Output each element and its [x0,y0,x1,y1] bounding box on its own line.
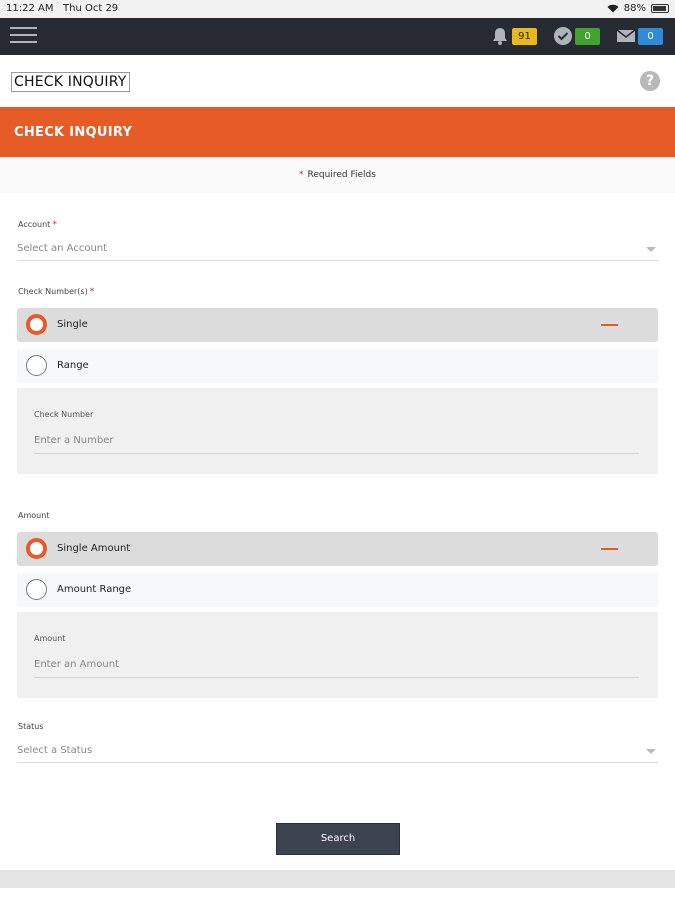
approvals-button[interactable] [553,26,600,46]
banner-title: CHECK INQUIRY [14,125,133,140]
amount-input-label: Amount [34,634,66,643]
status-select[interactable] [17,741,658,763]
radio-selected-icon[interactable] [26,314,47,335]
amount-range-option[interactable] [17,573,658,607]
option-label: Range [57,360,89,371]
option-label: Single [57,319,88,330]
radio-unselected-icon[interactable] [26,355,47,376]
status-right [607,3,669,14]
status-time: 11:22 AM Thu Oct 29 [6,3,119,14]
radio-selected-icon[interactable] [26,538,47,559]
help-icon[interactable]: ? [640,71,660,91]
wifi-icon [607,4,619,13]
mail-icon [616,26,636,46]
notifications-badge: 91 [512,28,537,45]
radio-unselected-icon[interactable] [26,579,47,600]
messages-button[interactable] [616,26,663,46]
option-label: Amount Range [57,584,132,595]
check-numbers-label: Check Number(s) * [18,287,95,297]
status-label: Status [18,722,44,731]
required-star: * [299,170,304,180]
check-circle-icon [553,26,573,46]
chevron-down-icon [646,749,656,754]
check-number-input[interactable] [34,430,639,454]
section-banner [0,107,675,157]
battery-percent: 88% [623,3,646,14]
page-header [0,55,675,107]
amount-panel [17,612,658,698]
chevron-down-icon [646,247,656,252]
account-label: Account * [18,220,57,230]
check-number-label: Check Number [34,410,94,419]
status-placeholder: Select a Status [17,745,93,756]
single-amount-option[interactable] [17,532,658,566]
required-text: Required Fields [307,170,376,180]
nav-icons [474,26,663,46]
approvals-badge: 0 [575,28,600,45]
bell-icon [490,26,510,46]
collapse-icon[interactable] [601,548,618,550]
page-title: CHECK INQUIRY [11,72,130,92]
amount-label: Amount [18,511,50,520]
check-single-option[interactable] [17,308,658,342]
bottom-bar [0,870,675,888]
search-button[interactable]: Search [276,823,400,855]
check-number-panel [17,388,658,474]
amount-placeholder: Enter an Amount [34,659,119,670]
amount-input[interactable] [34,654,639,678]
check-range-option[interactable] [17,349,658,383]
notifications-button[interactable] [490,26,537,46]
account-select[interactable] [17,239,658,261]
messages-badge: 0 [638,28,663,45]
required-fields-note [0,157,675,193]
account-placeholder: Select an Account [17,243,108,254]
status-bar [0,0,675,18]
menu-icon[interactable] [10,27,37,45]
battery-icon [651,4,669,13]
check-number-placeholder: Enter a Number [34,435,114,446]
top-nav-bar [0,18,675,55]
option-label: Single Amount [57,543,131,554]
collapse-icon[interactable] [601,324,618,326]
